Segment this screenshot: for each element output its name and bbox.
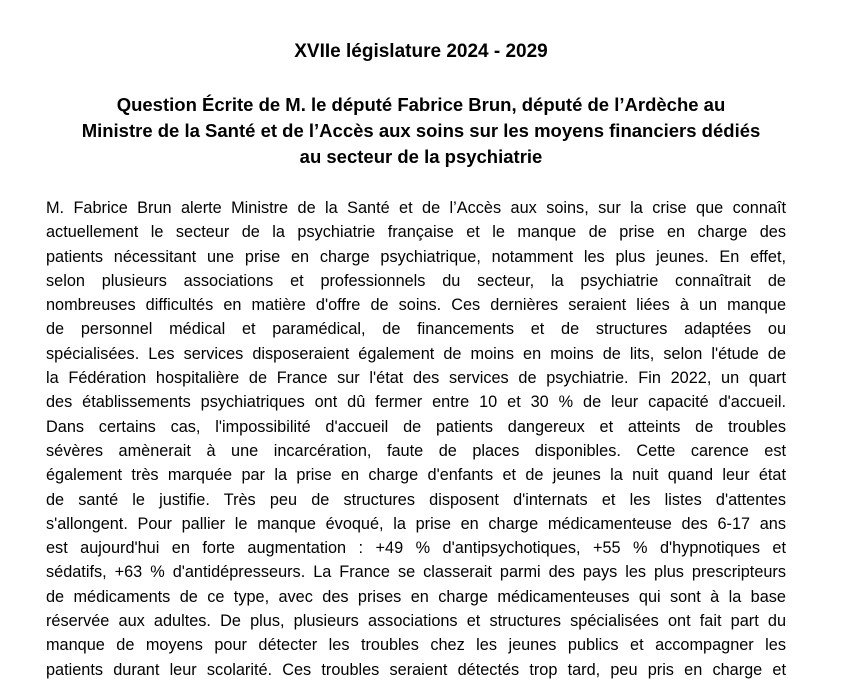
body-line: Dans certains cas, l'impossibilité d'accueil de patients dangereux et atteints de troubles (46, 417, 786, 436)
question-title (40, 92, 802, 170)
body-line: spécialisées. Les services disposeraient également de moins en moins de lits, selon l'étude de (46, 344, 786, 363)
body-line: de médicaments de ce type, avec des prises en charge médicamenteuses qui sont à la base (46, 587, 786, 606)
body-line: actuellement le secteur de la psychiatrie française et le manque de prise en charge des (46, 223, 786, 242)
body-line: de santé le justifie. Très peu de structures disposent d'internats et les listes d'attentes (46, 490, 786, 509)
question-body (46, 196, 786, 682)
body-line: de personnel médical et paramédical, de financements et de structures adaptées ou (46, 320, 786, 339)
body-line: la Fédération hospitalière de France sur l'état des services de psychiatrie. Fin 2022, un quart (46, 369, 786, 388)
body-line: s'allongent. Pour pallier le manque évoqué, la prise en charge médicamenteuse des 6-17 ans (46, 514, 786, 533)
question-title-line: Ministre de la Santé et de l’Accès aux soins sur les moyens financiers dédiés (81, 120, 761, 141)
body-line: est aujourd'hui en forte augmentation : +49 % d'antipsychotiques, +55 % d'hypnotiques et (46, 539, 786, 558)
body-line: également très marquée par la prise en charge d'enfants et de jeunes la nuit quand leur état (46, 466, 786, 485)
legislature-heading: XVIIe législature 2024 - 2029 (294, 41, 548, 62)
body-line: des établissements psychiatriques ont dû fermer entre 10 et 30 % de leur capacité d'accueil. (46, 393, 786, 412)
body-line: M. Fabrice Brun alerte Ministre de la Santé et de l’Accès aux soins, sur la crise que connaît (46, 199, 786, 217)
body-line: nombreuses difficultés en matière d'offre de soins. Ces dernières seraient liées à un manque (46, 296, 786, 315)
body-line: selon plusieurs associations et professionnels du secteur, la psychiatrie connaîtrait de (46, 271, 786, 290)
body-line: patients durant leur scolarité. Ces troubles seraient détectés trop tard, peu pris en charge et (46, 660, 786, 679)
body-line: sévères amènerait à une incarcération, faute de places disponibles. Cette carence est (46, 441, 786, 460)
body-line: sédatifs, +63 % d'antidépresseurs. La France se classerait parmi des pays les plus prescripteurs (46, 563, 786, 582)
body-line: manque de moyens pour détecter les troubles chez les jeunes publics et accompagner les (46, 636, 786, 655)
body-line: réservée aux adultes. De plus, plusieurs associations et structures spécialisées ont fait part du (46, 612, 786, 631)
question-title-line: au secteur de la psychiatrie (299, 146, 543, 167)
body-line: patients nécessitant une prise en charge psychiatrique, notamment les plus jeunes. En effet, (46, 247, 786, 266)
question-title-line: Question Écrite de M. le député Fabrice Brun, député de l’Ardèche au (116, 94, 726, 115)
